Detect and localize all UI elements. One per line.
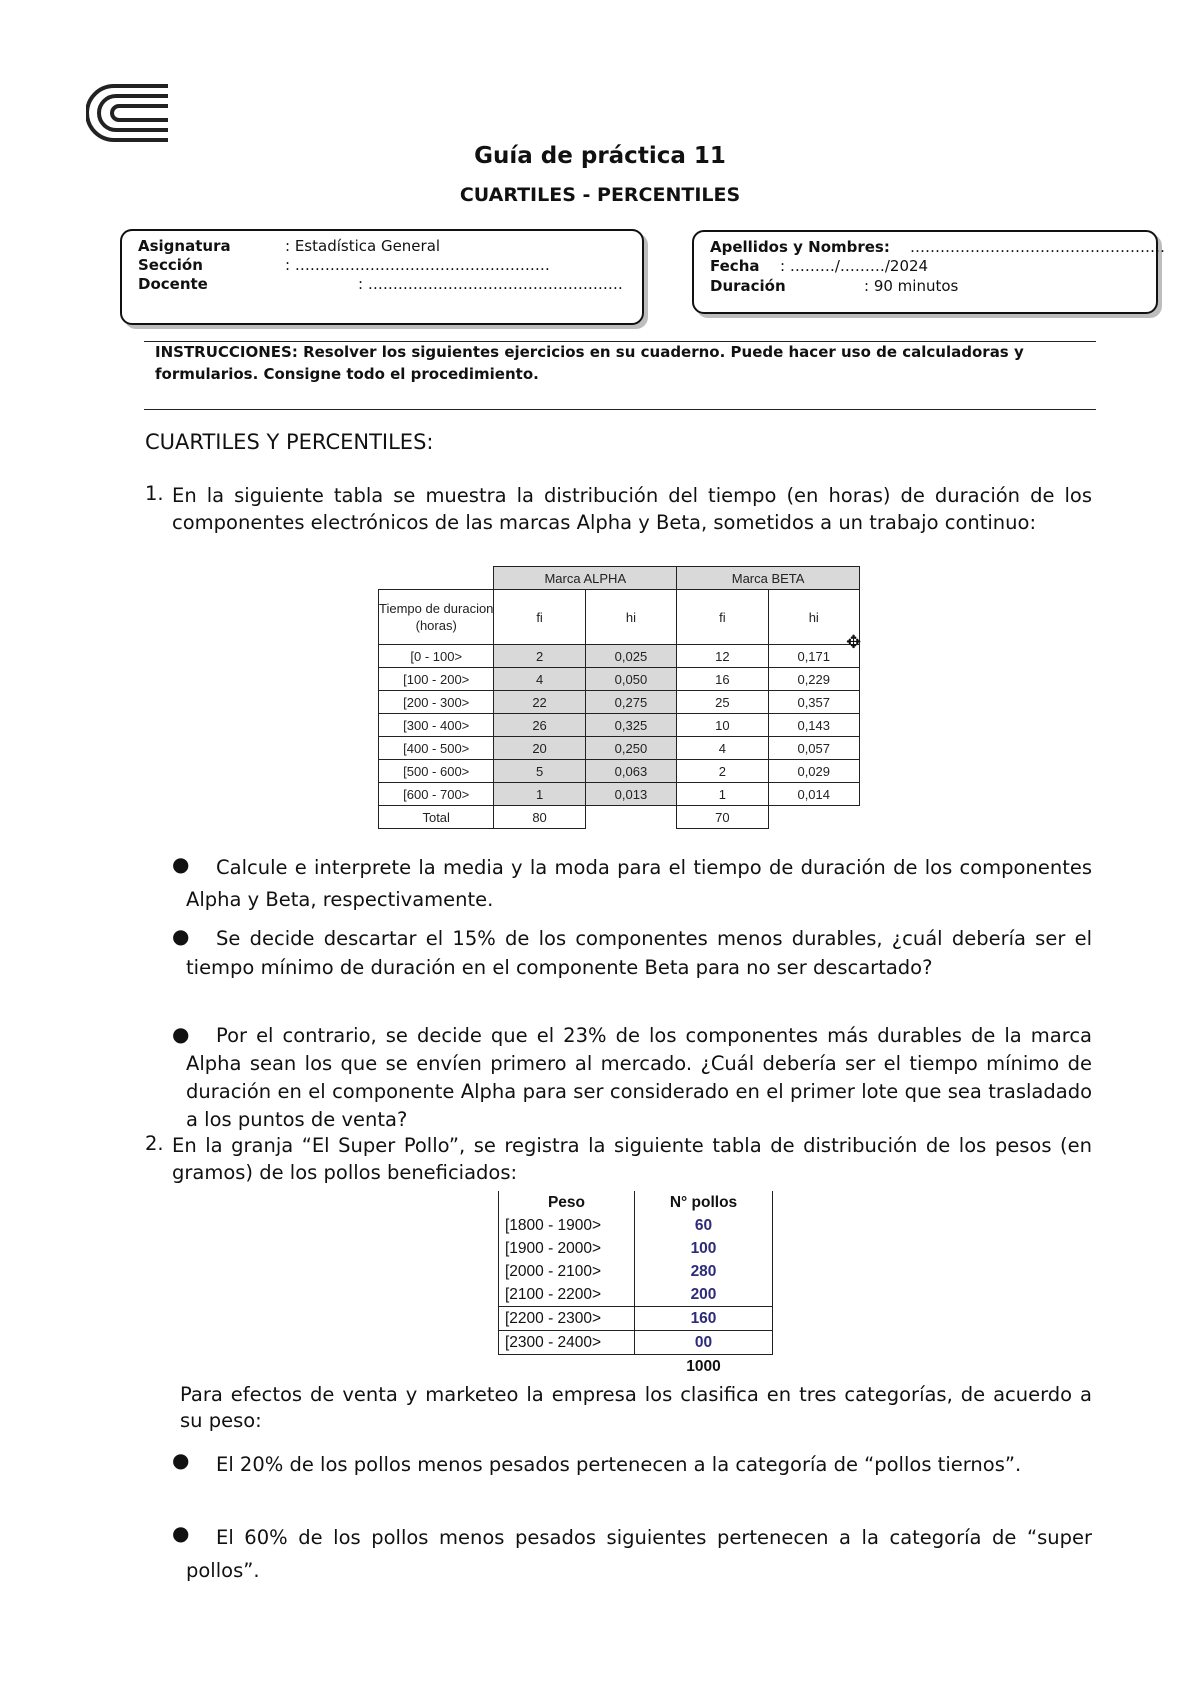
course-info-box — [120, 229, 644, 325]
interval-cell: [600 - 700> — [379, 783, 494, 806]
count-column-header: N° pollos — [635, 1191, 773, 1214]
table-row — [379, 714, 860, 737]
q2-number: 2. — [145, 1132, 164, 1155]
page-subtitle: CUARTILES - PERCENTILES — [459, 184, 741, 206]
count-total: 1000 — [686, 1357, 721, 1375]
total-row — [379, 806, 860, 829]
nombres-label: Apellidos y Nombres: — [710, 238, 890, 256]
alpha-fi-cell: 1 — [494, 783, 585, 806]
interval-cell: [100 - 200> — [379, 668, 494, 691]
chicken-weight-table — [498, 1191, 773, 1378]
q2-text: En la granja “El Super Pollo”, se registra la siguiente tabla de distribución de los pesos (en gramos) de los pollos beneficiados: — [172, 1134, 1092, 1184]
count-cell: 60 — [635, 1214, 773, 1237]
alpha-hi-cell: 0,050 — [585, 668, 676, 691]
count-cell: 280 — [635, 1260, 773, 1283]
alpha-fi-header: fi — [494, 590, 585, 645]
student-info-box — [692, 230, 1165, 314]
count-cell: 100 — [635, 1237, 773, 1260]
duracion-label: Duración — [710, 277, 786, 295]
table-row — [379, 645, 860, 668]
table-row — [379, 783, 860, 806]
alpha-total: 80 — [494, 806, 585, 829]
q1-number: 1. — [145, 482, 164, 505]
page-title: Guía de práctica 11 — [474, 143, 726, 169]
table-row — [499, 1237, 773, 1260]
alpha-fi-cell: 22 — [494, 691, 585, 714]
interval-cell: [200 - 300> — [379, 691, 494, 714]
alpha-hi-cell: 0,025 — [585, 645, 676, 668]
beta-hi-cell: 0,057 — [768, 737, 860, 760]
q1-text: En la siguiente tabla se muestra la distribución del tiempo (en horas) de duración de los componentes electrónicos de las marcas Alpha y Beta, sometidos a un trabajo continuo: — [172, 484, 1092, 534]
seccion-value: : …………………………………………… — [285, 256, 550, 274]
beta-fi-cell: 4 — [677, 737, 768, 760]
weight-cell: [2100 - 2200> — [499, 1283, 635, 1307]
beta-fi-cell: 2 — [677, 760, 768, 783]
interval-cell: [400 - 500> — [379, 737, 494, 760]
components-table — [378, 566, 860, 829]
table-row — [379, 691, 860, 714]
weight-cell: [1900 - 2000> — [499, 1237, 635, 1260]
docente-label: Docente — [138, 275, 208, 293]
alpha-fi-cell: 4 — [494, 668, 585, 691]
section-title: CUARTILES Y PERCENTILES: — [145, 430, 434, 454]
fecha-label: Fecha — [710, 257, 760, 275]
bullet-icon: ● — [172, 1448, 190, 1472]
q1-bullet-1: Calcule e interprete la media y la moda para el tiempo de duración de los componentes Alpha y Beta, respectivamente. — [186, 856, 1092, 911]
beta-hi-cell: 0,357 — [768, 691, 860, 714]
bullet-icon: ● — [172, 852, 190, 876]
beta-total: 70 — [677, 806, 768, 829]
time-column-header: Tiempo de duracion (horas) — [379, 590, 494, 645]
weight-column-header: Peso — [499, 1191, 635, 1214]
total-row — [499, 1355, 773, 1379]
move-cursor-icon: ✥ — [846, 632, 862, 653]
table-row — [499, 1283, 773, 1307]
alpha-hi-cell: 0,275 — [585, 691, 676, 714]
alpha-hi-cell: 0,250 — [585, 737, 676, 760]
alpha-fi-cell: 20 — [494, 737, 585, 760]
asignatura-label: Asignatura — [138, 237, 231, 255]
institution-logo — [86, 82, 170, 144]
table-row — [379, 760, 860, 783]
asignatura-value: : Estadística General — [285, 237, 441, 255]
beta-hi-cell: 0,143 — [768, 714, 860, 737]
beta-fi-cell: 12 — [677, 645, 768, 668]
beta-fi-header: fi — [677, 590, 768, 645]
beta-hi-cell: 0,014 — [768, 783, 860, 806]
bullet-icon: ● — [172, 924, 190, 948]
table-row — [499, 1331, 773, 1355]
q2-text2: Para efectos de venta y marketeo la empresa los clasifica en tres categorías, de acuerdo a su peso: — [180, 1383, 1092, 1432]
alpha-hi-cell: 0,013 — [585, 783, 676, 806]
table-row — [379, 668, 860, 691]
bullet-icon: ● — [172, 1022, 190, 1046]
q1-bullet-3: Por el contrario, se decide que el 23% de los componentes más durables de la marca Alpha sean los que se envíen primero al mercado. ¿Cuál debería ser el tiempo mínimo de duración en el componente Alpha para ser considerado en el primer lote que sea trasladado a los puntos de venta? — [186, 1024, 1092, 1131]
beta-fi-cell: 1 — [677, 783, 768, 806]
weight-cell: [2300 - 2400> — [499, 1331, 635, 1355]
alpha-hi-cell: 0,063 — [585, 760, 676, 783]
interval-cell: [0 - 100> — [379, 645, 494, 668]
q2-bullet-2: El 60% de los pollos menos pesados siguientes pertenecen a la categoría de “super pollos”. — [186, 1526, 1092, 1582]
interval-cell: [500 - 600> — [379, 760, 494, 783]
alpha-fi-cell: 2 — [494, 645, 585, 668]
beta-group-header: Marca BETA — [677, 567, 860, 590]
alpha-fi-cell: 5 — [494, 760, 585, 783]
beta-hi-cell: 0,229 — [768, 668, 860, 691]
weight-cell: [1800 - 1900> — [499, 1214, 635, 1237]
total-label: Total — [379, 806, 494, 829]
interval-cell: [300 - 400> — [379, 714, 494, 737]
docente-value: : …………………………………………… — [358, 275, 623, 293]
beta-hi-cell: 0,171 — [768, 645, 860, 668]
beta-fi-cell: 25 — [677, 691, 768, 714]
alpha-hi-header: hi — [585, 590, 676, 645]
seccion-label: Sección — [138, 256, 203, 274]
table-row — [499, 1307, 773, 1331]
weight-cell: [2000 - 2100> — [499, 1260, 635, 1283]
alpha-hi-cell: 0,325 — [585, 714, 676, 737]
table-row — [379, 737, 860, 760]
instructions-text: INSTRUCCIONES: Resolver los siguientes ejercicios en su cuaderno. Puede hacer uso de calculadoras y formularios. Consigne todo el procedimiento. — [155, 343, 1024, 383]
q1-bullet-2: Se decide descartar el 15% de los componentes menos durables, ¿cuál debería ser el tiempo mínimo de duración en el componente Beta para no ser descartado? — [186, 927, 1092, 979]
bullet-icon: ● — [172, 1521, 190, 1545]
count-cell: 200 — [635, 1283, 773, 1307]
table-row — [499, 1214, 773, 1237]
beta-hi-cell: 0,029 — [768, 760, 860, 783]
divider-bottom — [144, 409, 1096, 410]
beta-fi-cell: 10 — [677, 714, 768, 737]
beta-fi-cell: 16 — [677, 668, 768, 691]
count-cell: 160 — [635, 1307, 773, 1331]
weight-cell: [2200 - 2300> — [499, 1307, 635, 1331]
alpha-group-header: Marca ALPHA — [494, 567, 677, 590]
nombres-value: …………………………………………… — [910, 238, 1165, 256]
table-row — [499, 1260, 773, 1283]
q2-bullet-1: El 20% de los pollos menos pesados pertenecen a la categoría de “pollos tiernos”. — [216, 1453, 1022, 1476]
beta-hi-header: hi — [768, 590, 860, 645]
alpha-fi-cell: 26 — [494, 714, 585, 737]
count-cell: 00 — [635, 1331, 773, 1355]
fecha-value: : ………/………/2024 — [780, 257, 929, 275]
duracion-value: : 90 minutos — [864, 277, 959, 295]
